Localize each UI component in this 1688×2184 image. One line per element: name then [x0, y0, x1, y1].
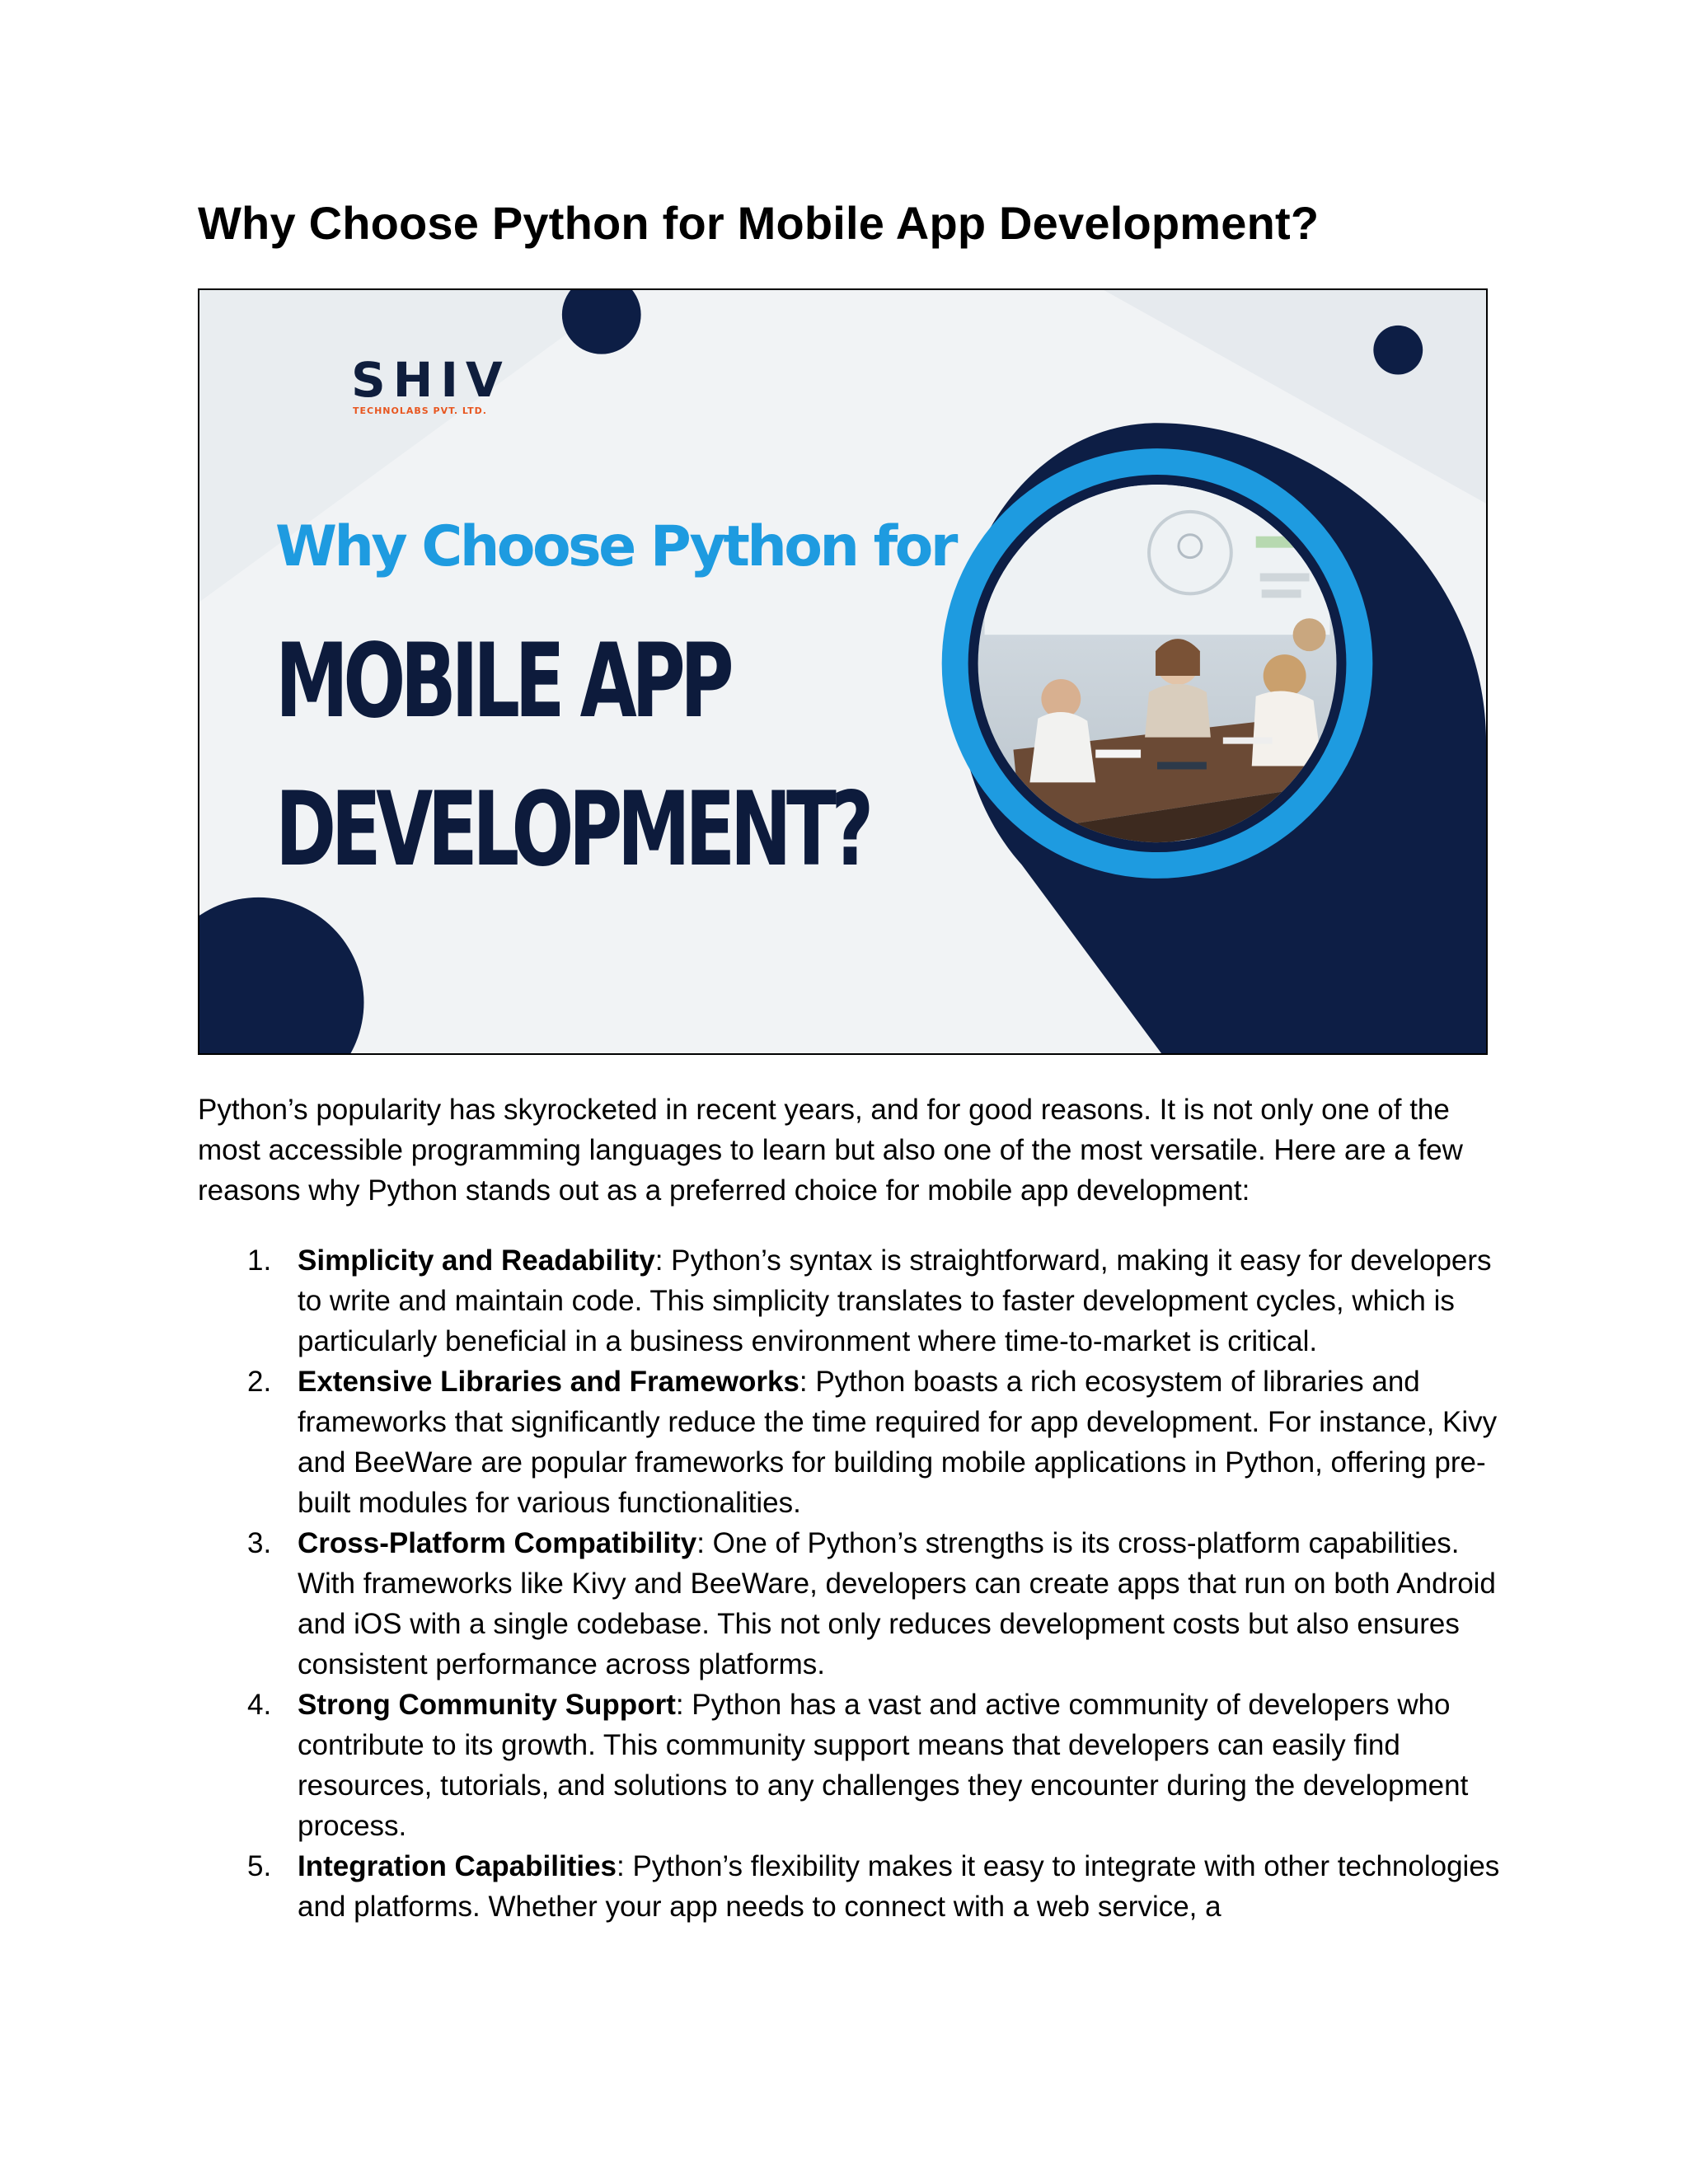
- reason-title: Strong Community Support: [298, 1689, 676, 1721]
- reason-text: : Python boasts a rich ecosystem of libraries and frameworks that significantly reduce the time required for app development. For instance, Kivy and BeeWare are popular frameworks for building mobile applications in Python, offering pre-built modules for various functionalities.: [298, 1366, 1498, 1519]
- list-number: 4.: [247, 1689, 272, 1721]
- reason-text: : Python has a vast and active community of developers who contribute to its growth. This community support means that developers can easily find resources, tutorials, and solutions to any challenges they encounter during the development process.: [298, 1689, 1469, 1842]
- banner-lead-text: Why Choose Python for: [275, 514, 955, 579]
- list-item: [198, 1240, 1500, 1361]
- list-item: [198, 1846, 1500, 1927]
- banner-heading-line-1: MOBILE APP: [275, 622, 729, 741]
- list-number: 5.: [247, 1850, 272, 1882]
- decor-circle-small: [1373, 326, 1423, 375]
- list-number: 3.: [247, 1527, 272, 1559]
- logo-name: SHIV: [351, 352, 510, 408]
- list-item: [198, 1523, 1500, 1685]
- reason-text: : Python’s flexibility makes it easy to integrate with other technologies and platforms. Whether your app needs to connect with a web service, a: [298, 1850, 1500, 1923]
- reason-title: Simplicity and Readability: [298, 1244, 655, 1277]
- reason-title: Extensive Libraries and Frameworks: [298, 1366, 799, 1398]
- banner-image: [198, 288, 1488, 1055]
- reason-title: Integration Capabilities: [298, 1850, 617, 1882]
- logo-subtitle: TECHNOLABS PVT. LTD.: [353, 405, 487, 416]
- list-item: [198, 1685, 1500, 1846]
- reasons-list: [198, 1240, 1500, 1927]
- banner-heading-line-2: DEVELOPMENT?: [275, 771, 869, 889]
- reason-text: : Python’s syntax is straightforward, making it easy for developers to write and maintain code. This simplicity translates to faster development cycles, which is particularly beneficial in a business environment where time-to-market is critical.: [298, 1244, 1492, 1357]
- list-number: 2.: [247, 1366, 272, 1398]
- reason-title: Cross-Platform Compatibility: [298, 1527, 697, 1559]
- decor-circle-top: [562, 290, 641, 354]
- decor-circle-bottom-left: [199, 898, 363, 1053]
- page-title: Why Choose Python for Mobile App Development?: [198, 197, 1320, 249]
- reason-text: : One of Python’s strengths is its cross-platform capabilities. With frameworks like Kivy and BeeWare, developers can create apps that run on both Android and iOS with a single codebase. This not only reduces development costs but also ensures consistent performance across platforms.: [298, 1527, 1496, 1680]
- intro-paragraph: Python’s popularity has skyrocketed in recent years, and for good reasons. It is not only one of the most accessible programming languages to learn but also one of the most versatile. Here are a few reasons why Python stands out as a preferred choice for mobile app development:: [198, 1094, 1463, 1207]
- list-item: [198, 1361, 1500, 1523]
- list-number: 1.: [247, 1244, 272, 1277]
